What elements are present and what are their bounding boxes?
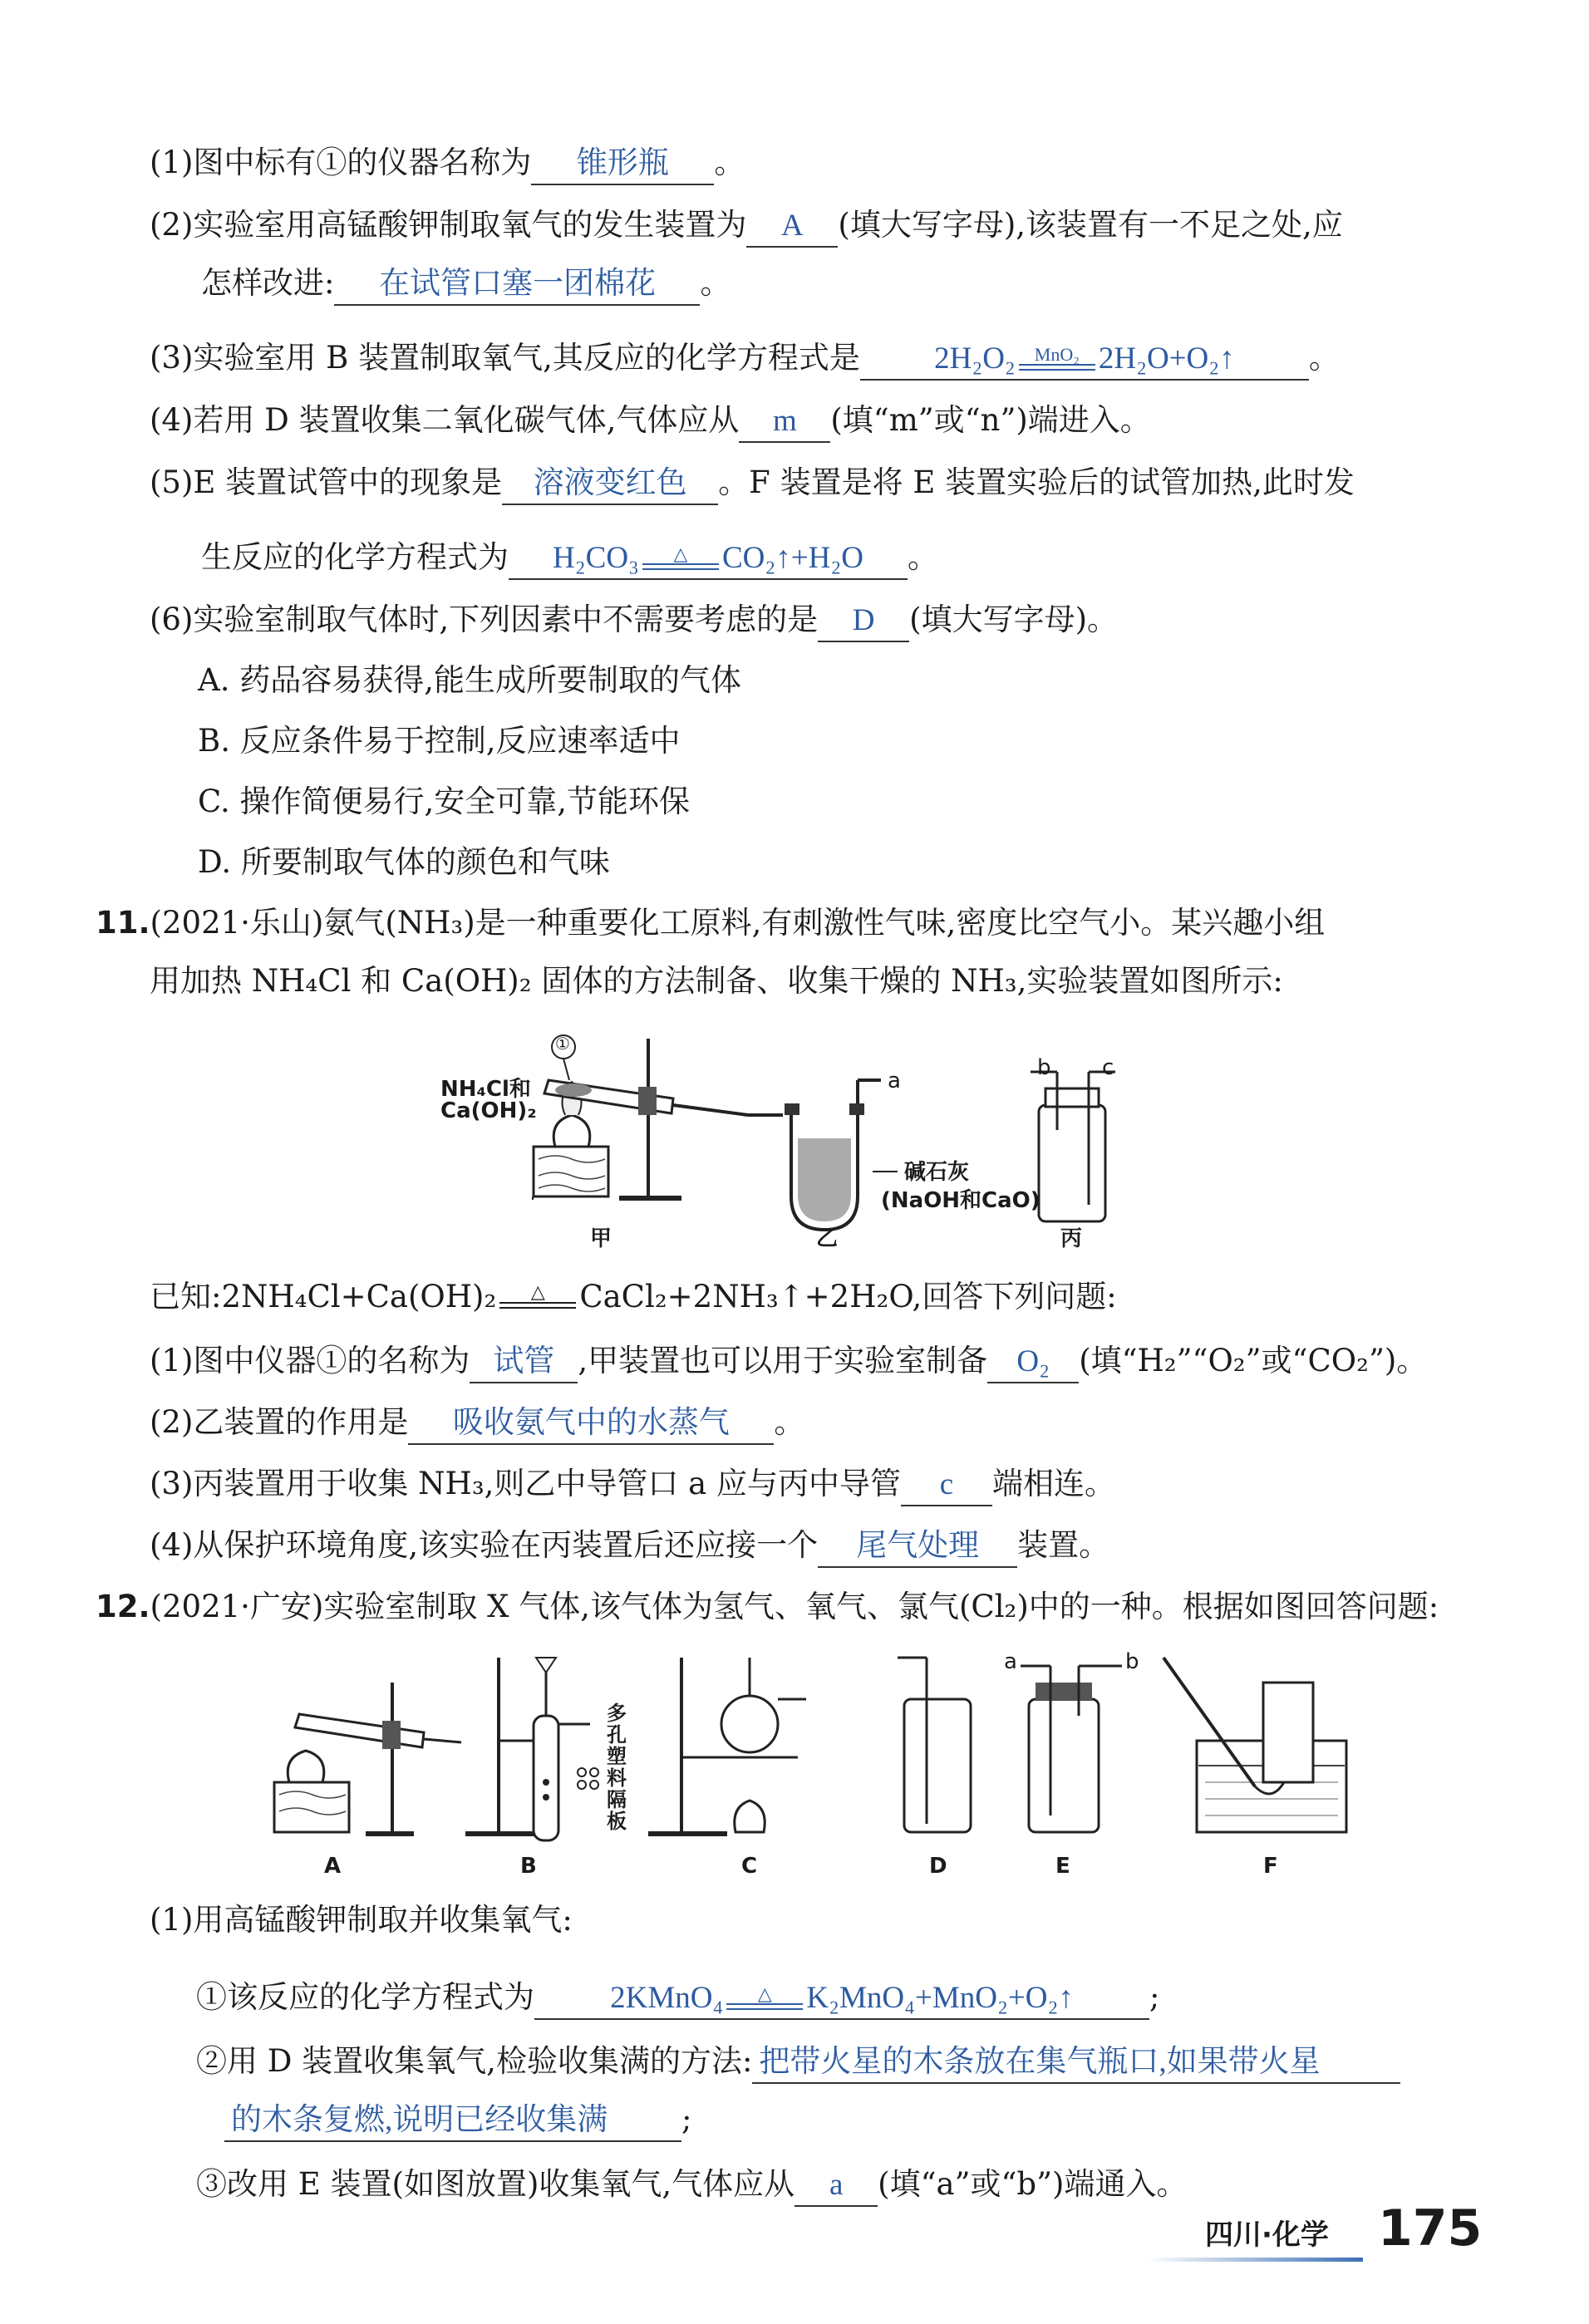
bottle-d: [904, 1699, 971, 1832]
q11-stem-line1: [96, 902, 1325, 945]
fig-circle-label: ①: [555, 1034, 570, 1054]
q10-p3-rhs: 2H₂O+O₂↑: [1098, 341, 1235, 376]
q10-part5b: [201, 536, 938, 580]
q12-s1-arrow: [726, 1985, 803, 2010]
footer-bar: [1147, 2258, 1363, 2262]
q11-p1-text: (1)图中仪器①的名称为: [150, 1343, 470, 1378]
q10-p6-answer: D: [818, 601, 909, 642]
fig-lime1: 碱石灰: [904, 1160, 970, 1185]
fig-label-d: D: [929, 1854, 947, 1879]
gas-bottle: [1039, 1105, 1105, 1221]
q11-p2-answer: 吸收氨气中的水蒸气: [408, 1403, 774, 1445]
q12-part1: (1)用高锰酸钾制取并收集氧气:: [150, 1902, 573, 1938]
fig-label-c: C: [741, 1854, 758, 1879]
q10-option-c: C. 操作简便易行,安全可靠,节能环保: [198, 784, 691, 819]
q10-p3-text: (3)实验室用 B 装置制取氧气,其反应的化学方程式是: [150, 340, 860, 376]
q11-part2: [150, 1401, 804, 1445]
q11-p4-answer: 尾气处理: [818, 1526, 1017, 1568]
q12-s3-text: ③改用 E 装置(如图放置)收集氧气,气体应从: [196, 2166, 795, 2202]
fig-porous-2: 孔: [607, 1723, 627, 1747]
q10-p2b-post: 。: [700, 265, 731, 301]
q11-known-arrow: [499, 1281, 576, 1309]
q11-known-lhs: 已知:2NH₄Cl+Ca(OH)₂: [150, 1279, 497, 1314]
q11-part1: [150, 1339, 1427, 1383]
q12-apparatus-svg: [266, 1649, 1380, 1890]
q10-p4-post: (填“m”或“n”)端进入。: [830, 402, 1151, 438]
q12-s3-post: (填“a”或“b”)端通入。: [878, 2166, 1188, 2202]
clamp: [638, 1087, 657, 1115]
q10-part2b: [201, 262, 731, 306]
q10-p3-answer: [860, 339, 1309, 381]
q10-p3-cond: MnO₂: [1034, 343, 1080, 365]
fig-label-b: B: [520, 1854, 537, 1879]
q11-stem-line2: 用加热 NH₄Cl 和 Ca(OH)₂ 固体的方法制备、收集干燥的 NH₃,实验装置如图所示:: [150, 963, 1283, 999]
equals-bar: [726, 2003, 803, 2010]
fig-port-b: b: [1037, 1055, 1051, 1080]
q12-step2: [196, 2040, 1400, 2084]
wood-block: [274, 1782, 349, 1832]
q10-p5b-cond: △: [673, 543, 688, 564]
q10-part5: [150, 461, 1355, 505]
q10-p2-text: (2)实验室用高锰酸钾制取氧气的发生装置为: [150, 207, 747, 243]
q11-p4-text: (4)从保护环境角度,该实验在丙装置后还应接一个: [150, 1527, 819, 1563]
q11-part4: [150, 1524, 1109, 1568]
q12-s2-text: ②用 D 装置收集氧气,检验收集满的方法:: [196, 2043, 753, 2079]
fig-port-a: a: [888, 1069, 901, 1093]
q10-p1-post: 。: [714, 145, 745, 180]
q11-p4-post: 装置。: [1017, 1527, 1110, 1563]
collecting-bottle: [1263, 1683, 1313, 1782]
fig-porous-1: 多: [607, 1702, 627, 1725]
fig-porous-4: 料: [607, 1766, 627, 1790]
q11-part3: [150, 1462, 1115, 1506]
q10-p5b-lhs: H₂CO₃: [553, 541, 639, 575]
fig12-port-a: a: [1004, 1649, 1017, 1674]
q12-s1-answer: [534, 1978, 1149, 2020]
q11-known: [150, 1275, 1117, 1319]
q10-p4-text: (4)若用 D 装置收集二氧化碳气体,气体应从: [150, 402, 740, 438]
q11-apparatus-svg: [432, 1022, 1180, 1255]
q12-s1-lhs: 2KMnO₄: [610, 1981, 724, 2015]
bottle-e: [1029, 1699, 1099, 1832]
reagent: [555, 1083, 592, 1097]
q10-p5b-answer: [509, 538, 908, 580]
q10-p1-answer: 锥形瓶: [531, 144, 714, 185]
fig-caption-yi: 乙: [816, 1226, 839, 1251]
q11-stem1: (2021·乐山)氨气(NH₃)是一种重要化工原料,有刺激性气味,密度比空气小。某兴趣小组: [150, 905, 1326, 941]
q12-step3: [196, 2163, 1187, 2207]
q10-p3-post: 。: [1308, 340, 1340, 376]
q10-part6: [150, 598, 1118, 642]
fig-reagent1: NH₄Cl和: [440, 1077, 531, 1102]
q10-p3-lhs: 2H₂O₂: [934, 341, 1016, 376]
q12-figure: [266, 1649, 1380, 1890]
q12-step2b: [224, 2098, 691, 2142]
q11-p3-answer: c: [901, 1465, 992, 1506]
q12-s3-answer: a: [794, 2165, 878, 2207]
q10-p5b-arrow: [642, 545, 719, 570]
q11-p3-text: (3)丙装置用于收集 NH₃,则乙中导管口 a 应与丙中导管: [150, 1466, 901, 1501]
fig-caption-jia: 甲: [590, 1226, 612, 1251]
fig-porous-label: [607, 1702, 635, 1832]
q10-option-a: A. 药品容易获得,能生成所要制取的气体: [198, 662, 742, 698]
q10-part3: [150, 337, 1340, 381]
q10-p5b-post: 。: [908, 539, 938, 575]
q12-stem: [96, 1585, 1439, 1629]
q10-p5b-rhs: CO₂↑+H₂O: [721, 541, 863, 575]
fig-caption-bing: 丙: [1060, 1226, 1083, 1251]
footer-label: 四川·化学: [1205, 2218, 1329, 2252]
q10-p6-post: (填大写字母)。: [909, 602, 1119, 637]
equals-bar: [642, 563, 719, 570]
fig12-port-b: b: [1125, 1649, 1139, 1674]
q11-figure: [432, 1022, 1180, 1255]
q12-stem-text: (2021·广安)实验室制取 X 气体,该气体为氢气、氧气、氯气(Cl₂)中的一种。根据如图回答问题:: [150, 1589, 1439, 1624]
q11-p1-answer: 试管: [470, 1342, 578, 1383]
q11-p2-post: 。: [774, 1404, 805, 1440]
q11-p1-answer2: O₂: [987, 1342, 1079, 1383]
q12-s1-text: ①该反应的化学方程式为: [196, 1979, 534, 2015]
q12-s1-post: ;: [1149, 1979, 1160, 2015]
fig-lime2: (NaOH和CaO): [881, 1188, 1040, 1213]
q12-number: 12.: [96, 1589, 150, 1624]
q12-s1-rhs: K₂MnO₄+MnO₂+O₂↑: [806, 1981, 1074, 2015]
q10-option-d: D. 所要制取气体的颜色和气味: [198, 844, 610, 880]
fig-port-c: c: [1102, 1055, 1114, 1080]
q10-part2: [150, 204, 1343, 248]
flask: [721, 1696, 778, 1752]
q11-p1-post: (填“H₂”“O₂”或“CO₂”)。: [1079, 1343, 1428, 1378]
page-number: 175: [1378, 2199, 1483, 2258]
q11-p1-mid: ,甲装置也可以用于实验室制备: [578, 1343, 988, 1378]
q11-number: 11.: [96, 905, 150, 941]
q10-p4-answer: m: [739, 401, 830, 443]
q12-s2b-post: ;: [681, 2101, 692, 2137]
q10-p2-answer: A: [746, 206, 838, 248]
test-tube-b: [534, 1716, 558, 1840]
q11-known-rhs: CaCl₂+2NH₃↑+2H₂O,回答下列问题:: [579, 1279, 1117, 1314]
fig-label-e: E: [1055, 1854, 1070, 1879]
q10-p6-text: (6)实验室制取气体时,下列因素中不需要考虑的是: [150, 602, 819, 637]
fig-porous-5: 隔: [607, 1788, 627, 1811]
alcohol-lamp: [553, 1115, 590, 1147]
soda-lime: [798, 1138, 851, 1221]
q12-s2-answer: 把带火星的木条放在集气瓶口,如果带火星: [752, 2042, 1400, 2084]
q10-p2b-answer: 在试管口塞一团棉花: [334, 264, 700, 306]
q10-p1-text: (1)图中标有①的仪器名称为: [150, 145, 532, 180]
q11-known-cond: △: [530, 1281, 545, 1303]
q12-s1-cond: △: [757, 1983, 772, 2004]
q10-p5b-text: 生反应的化学方程式为: [201, 539, 509, 575]
q12-s2b-answer: 的木条复燃,说明已经收集满: [224, 2100, 681, 2142]
q10-p2-post: (填大写字母),该装置有一不足之处,应: [838, 207, 1343, 243]
q10-option-b: B. 反应条件易于控制,反应速率适中: [198, 723, 681, 759]
q10-p5-text: (5)E 装置试管中的现象是: [150, 464, 503, 500]
q12-step1: [196, 1976, 1159, 2020]
fig-porous-3: 塑: [607, 1745, 627, 1768]
equals-bar: [1019, 364, 1095, 371]
wood-block: [534, 1147, 608, 1196]
equals-bar: [499, 1302, 576, 1309]
fig-porous-6: 板: [607, 1810, 627, 1833]
fig-label-f: F: [1263, 1854, 1278, 1879]
q11-p2-text: (2)乙装置的作用是: [150, 1404, 409, 1440]
q10-part4: [150, 399, 1151, 443]
q11-p3-post: 端相连。: [992, 1466, 1115, 1501]
q10-p5-answer: 溶液变红色: [502, 464, 718, 505]
fig-reagent2: Ca(OH)₂: [440, 1098, 537, 1123]
fig-label-a: A: [324, 1854, 342, 1879]
q10-p3-arrow: [1019, 343, 1095, 371]
q10-p2b-text: 怎样改进:: [201, 265, 335, 301]
q10-part1: [150, 141, 745, 185]
q10-p5-post: 。F 装置是将 E 装置实验后的试管加热,此时发: [718, 464, 1355, 500]
